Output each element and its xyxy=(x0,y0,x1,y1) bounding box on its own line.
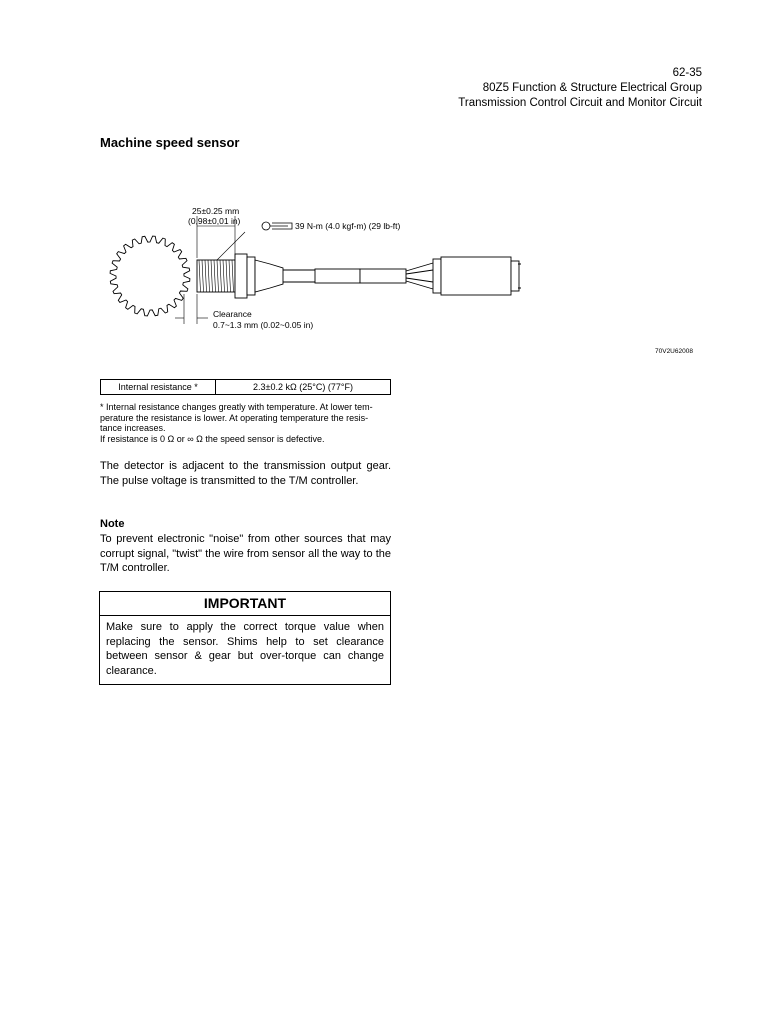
important-text: Make sure to apply the correct torque value when replacing the sensor. Shims help to set clearance between sensor & gear but over-torque can change clearance. xyxy=(106,621,384,678)
torque-wrench-icon xyxy=(262,222,292,230)
torque-spec: 39 N-m (4.0 kgf-m) (29 lb-ft) xyxy=(295,221,401,231)
resistance-label: Internal resistance * xyxy=(101,380,216,395)
sensor-body xyxy=(197,254,283,298)
clearance-label: Clearance xyxy=(213,309,252,319)
important-title: IMPORTANT xyxy=(100,592,390,616)
note-title: Note xyxy=(100,518,125,530)
footnote-line: tance increases. xyxy=(100,423,166,433)
resistance-footnote xyxy=(100,402,392,444)
header-line-1: 80Z5 Function & Structure Electrical Group xyxy=(482,82,702,94)
page-number: 62-35 xyxy=(672,67,702,79)
sensor-connector xyxy=(433,257,521,295)
output-gear xyxy=(110,236,190,316)
footnote-line: * Internal resistance changes greatly with temperature. At lower tem- xyxy=(100,402,373,412)
page-header xyxy=(458,66,702,111)
table-row xyxy=(101,380,391,395)
footnote-line: perature the resistance is lower. At operating temperature the resis- xyxy=(100,412,369,423)
clearance-value: 0.7~1.3 mm (0.02~0.05 in) xyxy=(213,320,314,330)
dimension-text-in: (0,98±0,01 in) xyxy=(188,216,241,226)
resistance-value: 2.3±0.2 kΩ (25°C) (77°F) xyxy=(216,380,391,395)
description-paragraph: The detector is adjacent to the transmission output gear. The pulse voltage is transmitted to the T/M controller. xyxy=(100,460,391,487)
sensor-cable xyxy=(283,263,433,289)
header-line-2: Transmission Control Circuit and Monitor Circuit xyxy=(458,97,702,109)
footnote-line: If resistance is 0 Ω or ∞ Ω the speed sensor is defective. xyxy=(100,433,325,444)
speed-sensor-diagram xyxy=(100,200,540,340)
note-text: To prevent electronic "noise" from other sources that may corrupt signal, "twist" the wire from sensor all the way to the T/M controller. xyxy=(100,533,391,575)
dimension-text-mm: 25±0.25 mm xyxy=(192,206,240,216)
figure-id: 70V2U62008 xyxy=(655,348,693,355)
important-box xyxy=(99,591,391,685)
resistance-table xyxy=(100,379,391,395)
section-title: Machine speed sensor xyxy=(100,135,240,150)
